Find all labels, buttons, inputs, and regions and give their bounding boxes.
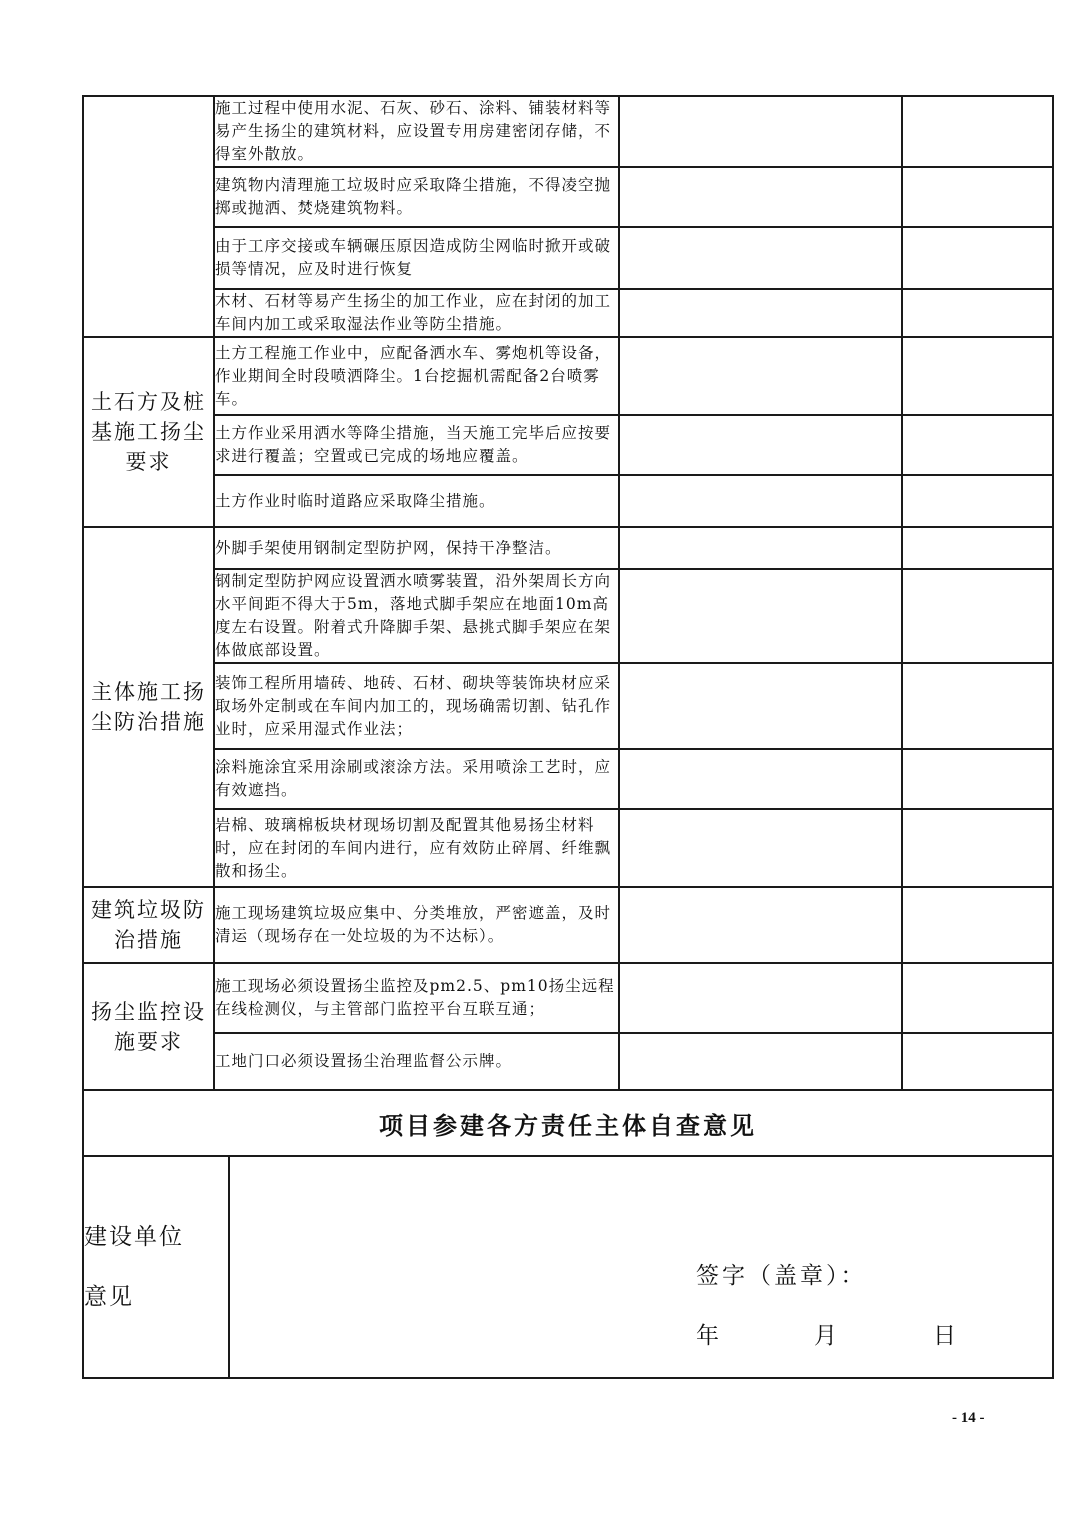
category-cell: 建筑垃圾防治措施 xyxy=(83,887,214,963)
requirement-text: 土方工程施工作业中，应配备洒水车、雾炮机等设备，作业期间全时段喷洒降尘。1台挖掘机需配备2台喷雾车。 xyxy=(214,337,619,415)
remark-cell[interactable] xyxy=(902,96,1053,167)
inspection-result-cell[interactable] xyxy=(619,475,902,527)
remark-cell[interactable] xyxy=(902,809,1053,887)
remark-cell[interactable] xyxy=(902,963,1053,1033)
inspection-result-cell[interactable] xyxy=(619,227,902,289)
unit-label-line2: 意见 xyxy=(84,1284,134,1310)
requirement-text: 外脚手架使用钢制定型防护网，保持干净整洁。 xyxy=(214,527,619,569)
table-row xyxy=(83,96,1053,167)
table-row xyxy=(83,167,1053,227)
remark-cell[interactable] xyxy=(902,749,1053,809)
table-row xyxy=(83,1156,1053,1378)
category-cell: 主体施工扬尘防治措施 xyxy=(83,527,214,887)
table-row xyxy=(83,227,1053,289)
requirement-text: 涂料施涂宜采用涂刷或滚涂方法。采用喷涂工艺时，应有效遮挡。 xyxy=(214,749,619,809)
inspection-result-cell[interactable] xyxy=(619,289,902,337)
requirement-text: 土方作业采用洒水等降尘措施，当天施工完毕后应按要求进行覆盖；空置或已完成的场地应覆盖。 xyxy=(214,415,619,475)
day-label: 日 xyxy=(933,1323,956,1349)
inspection-result-cell[interactable] xyxy=(619,527,902,569)
inspection-result-cell[interactable] xyxy=(619,963,902,1033)
requirement-text: 施工过程中使用水泥、石灰、砂石、涂料、铺装材料等易产生扬尘的建筑材料，应设置专用房建密闭存储，不得室外散放。 xyxy=(214,96,619,167)
requirement-text: 岩棉、玻璃棉板块材现场切割及配置其他易扬尘材料时，应在封闭的车间内进行，应有效防止碎屑、纤维飘散和扬尘。 xyxy=(214,809,619,887)
inspection-form-table xyxy=(82,95,1054,1379)
inspection-result-cell[interactable] xyxy=(619,167,902,227)
remark-cell[interactable] xyxy=(902,569,1053,663)
remark-cell[interactable] xyxy=(902,289,1053,337)
category-cell xyxy=(83,96,214,337)
remark-cell[interactable] xyxy=(902,527,1053,569)
table-row xyxy=(83,809,1053,887)
table-row xyxy=(83,887,1053,963)
requirement-text: 土方作业时临时道路应采取降尘措施。 xyxy=(214,475,619,527)
inspection-result-cell[interactable] xyxy=(619,337,902,415)
requirement-text: 建筑物内清理施工垃圾时应采取降尘措施，不得凌空抛掷或抛洒、焚烧建筑物料。 xyxy=(214,167,619,227)
table-row xyxy=(83,663,1053,749)
requirement-text: 工地门口必须设置扬尘治理监督公示牌。 xyxy=(214,1033,619,1090)
remark-cell[interactable] xyxy=(902,1033,1053,1090)
opinion-input-area[interactable] xyxy=(229,1156,1053,1378)
inspection-result-cell[interactable] xyxy=(619,749,902,809)
table-row xyxy=(83,1090,1053,1156)
table-row xyxy=(83,527,1053,569)
unit-opinion-label xyxy=(83,1156,229,1378)
remark-cell[interactable] xyxy=(902,887,1053,963)
unit-label-line1: 建设单位 xyxy=(84,1224,184,1250)
inspection-result-cell[interactable] xyxy=(619,1033,902,1090)
table-row xyxy=(83,1033,1053,1090)
requirement-text: 由于工序交接或车辆碾压原因造成防尘网临时掀开或破损等情况，应及时进行恢复 xyxy=(214,227,619,289)
table-row xyxy=(83,337,1053,415)
page-number: - 14 - xyxy=(952,1410,985,1426)
requirement-text: 施工现场建筑垃圾应集中、分类堆放，严密遮盖，及时清运（现场存在一处垃圾的为不达标）。 xyxy=(214,887,619,963)
remark-cell[interactable] xyxy=(902,475,1053,527)
inspection-result-cell[interactable] xyxy=(619,887,902,963)
requirement-text: 木材、石材等易产生扬尘的加工作业，应在封闭的加工车间内加工或采取湿法作业等防尘措施。 xyxy=(214,289,619,337)
remark-cell[interactable] xyxy=(902,337,1053,415)
signature-label: 签字（盖章）： xyxy=(696,1263,867,1289)
requirement-text: 钢制定型防护网应设置洒水喷雾装置，沿外架周长方向水平间距不得大于5m，落地式脚手架应在地面10m高度左右设置。附着式升降脚手架、悬挑式脚手架应在架体做底部设置。 xyxy=(214,569,619,663)
remark-cell[interactable] xyxy=(902,227,1053,289)
inspection-result-cell[interactable] xyxy=(619,663,902,749)
table-row xyxy=(83,749,1053,809)
table-row xyxy=(83,569,1053,663)
year-label: 年 xyxy=(696,1323,719,1349)
remark-cell[interactable] xyxy=(902,663,1053,749)
remark-cell[interactable] xyxy=(902,167,1053,227)
requirement-text: 施工现场必须设置扬尘监控及pm2.5、pm10扬尘远程在线检测仪，与主管部门监控平台互联互通； xyxy=(214,963,619,1033)
category-cell: 扬尘监控设施要求 xyxy=(83,963,214,1090)
inspection-result-cell[interactable] xyxy=(619,809,902,887)
table-row xyxy=(83,415,1053,475)
inspection-result-cell[interactable] xyxy=(619,96,902,167)
requirement-text: 装饰工程所用墙砖、地砖、石材、砌块等装饰块材应采取场外定制或在车间内加工的，现场确需切割、钻孔作业时，应采用湿式作业法； xyxy=(214,663,619,749)
category-cell: 土石方及桩基施工扬尘要求 xyxy=(83,337,214,527)
table-row xyxy=(83,475,1053,527)
inspection-result-cell[interactable] xyxy=(619,415,902,475)
remark-cell[interactable] xyxy=(902,415,1053,475)
table-row xyxy=(83,289,1053,337)
table-row xyxy=(83,963,1053,1033)
month-label: 月 xyxy=(814,1323,837,1349)
inspection-result-cell[interactable] xyxy=(619,569,902,663)
section-title: 项目参建各方责任主体自查意见 xyxy=(83,1090,1053,1156)
